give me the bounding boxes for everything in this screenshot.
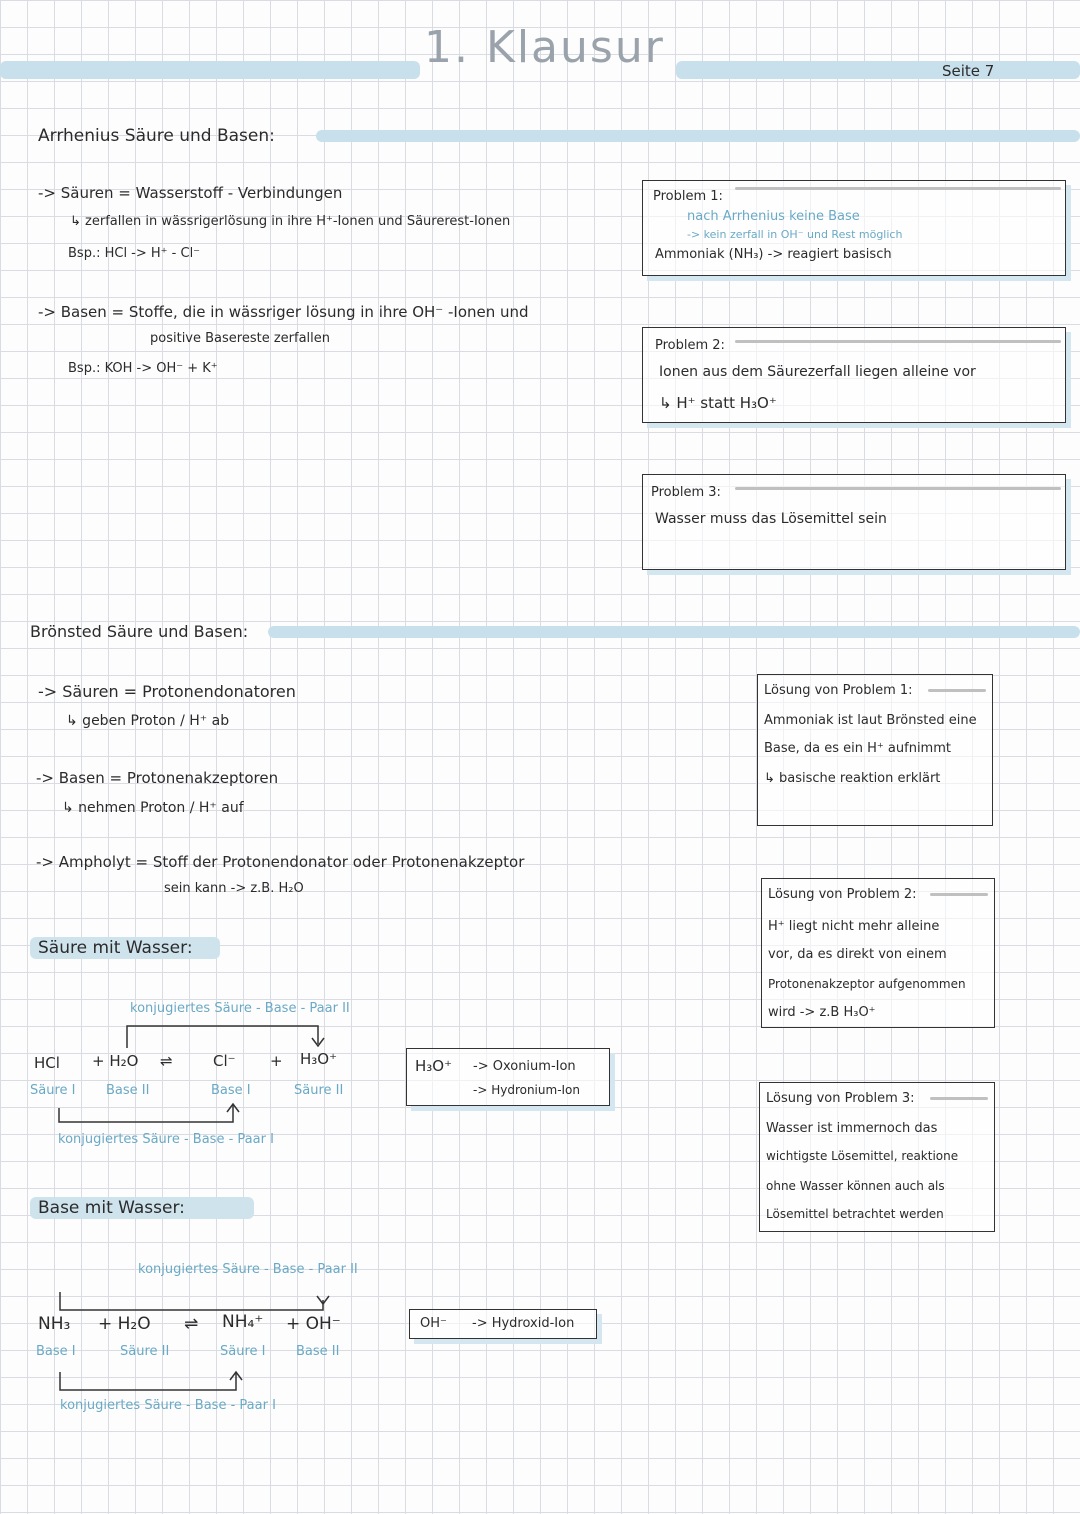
base-water-pair-top: konjugiertes Säure - Base - Paar II — [138, 1262, 358, 1277]
solution-1-line-3: ↳ basische reaktion erklärt — [764, 771, 941, 786]
acid-water-plus: + — [270, 1052, 283, 1070]
solution-3-title: Lösung von Problem 3: — [766, 1091, 915, 1106]
base-water-role-2: Säure II — [120, 1344, 170, 1359]
solution-1-title: Lösung von Problem 1: — [764, 683, 913, 698]
problem-1-title: Problem 1: — [653, 189, 723, 204]
arrhenius-base-example: Bsp.: KOH -> OH⁻ + K⁺ — [68, 361, 218, 376]
base-water-role-4: Base II — [296, 1344, 340, 1359]
acid-water-role-1: Säure I — [30, 1083, 76, 1098]
solution-2-line-2: vor, da es direkt von einem — [768, 947, 947, 962]
problem-2-title: Problem 2: — [655, 338, 725, 353]
arrhenius-base-def-cont: positive Basereste zerfallen — [150, 331, 331, 346]
problem-2-line-2: ↳ H⁺ statt H₃O⁺ — [659, 394, 777, 412]
solution-1-line-1: Ammoniak ist laut Brönsted eine — [764, 713, 977, 728]
base-water-equilibrium: ⇌ — [184, 1314, 199, 1334]
acid-water-heading: Säure mit Wasser: — [38, 938, 193, 958]
acid-water-h3o: H₃O⁺ — [300, 1050, 338, 1068]
bronsted-base-sub: ↳ nehmen Proton / H⁺ auf — [62, 800, 244, 816]
problem-1-line-2: -> kein zerfall in OH⁻ und Rest möglich — [687, 228, 903, 241]
oxonium-formula: H₃O⁺ — [415, 1057, 453, 1075]
problem-3-title: Problem 3: — [651, 485, 721, 500]
page-number: Seite 7 — [942, 62, 995, 80]
problem-1-line-3: Ammoniak (NH₃) -> reagiert basisch — [655, 247, 892, 262]
solution-1-line-2: Base, da es ein H⁺ aufnimmt — [764, 741, 951, 756]
acid-water-h2o: + H₂O — [92, 1052, 139, 1070]
problem-1-line-1: nach Arrhenius keine Base — [687, 209, 860, 224]
solution-3-line-4: Lösemittel betrachtet werden — [766, 1207, 944, 1221]
solution-3-line-1: Wasser ist immernoch das — [766, 1121, 938, 1136]
bronsted-acid-def: -> Säuren = Protonendonatoren — [38, 682, 296, 701]
problem-2-line-1: Ionen aus dem Säurezerfall liegen alleine vor — [659, 364, 976, 380]
base-water-nh4: NH₄⁺ — [222, 1312, 264, 1332]
acid-water-pair-top: konjugiertes Säure - Base - Paar II — [130, 1001, 350, 1016]
base-water-heading: Base mit Wasser: — [38, 1198, 185, 1218]
base-water-role-3: Säure I — [220, 1344, 266, 1359]
ampholyt-def-cont: sein kann -> z.B. H₂O — [164, 881, 304, 896]
oxonium-line-2: -> Hydronium-Ion — [473, 1083, 581, 1097]
base-water-role-1: Base I — [36, 1344, 76, 1359]
solution-2-title: Lösung von Problem 2: — [768, 887, 917, 902]
bronsted-base-def: -> Basen = Protonenakzeptoren — [36, 769, 279, 787]
arrhenius-base-def: -> Basen = Stoffe, die in wässriger lösung in ihre OH⁻ -Ionen und — [38, 303, 529, 321]
hydroxid-box — [409, 1309, 597, 1339]
acid-water-role-4: Säure II — [294, 1083, 344, 1098]
solution-2-line-4: wird -> z.B H₃O⁺ — [768, 1005, 876, 1020]
bronsted-heading: Brönsted Säure und Basen: — [30, 622, 249, 641]
problem-3-line-1: Wasser muss das Lösemittel sein — [655, 511, 887, 527]
solution-3-line-3: ohne Wasser können auch als — [766, 1179, 945, 1193]
acid-water-equilibrium: ⇌ — [160, 1052, 173, 1070]
acid-water-role-2: Base II — [106, 1083, 150, 1098]
base-water-pair-bottom: konjugiertes Säure - Base - Paar I — [60, 1398, 276, 1413]
bronsted-acid-sub: ↳ geben Proton / H⁺ ab — [66, 713, 230, 729]
oxonium-line-1: -> Oxonium-Ion — [473, 1059, 576, 1074]
oxonium-box — [406, 1048, 610, 1106]
acid-water-role-3: Base I — [211, 1083, 251, 1098]
acid-water-cl: Cl⁻ — [213, 1052, 236, 1070]
acid-water-pair-bottom: konjugiertes Säure - Base - Paar I — [58, 1132, 274, 1147]
base-water-nh3: NH₃ — [38, 1314, 71, 1334]
ampholyt-def: -> Ampholyt = Stoff der Protonendonator oder Protonenakzeptor — [36, 853, 525, 871]
solution-2-line-3: Protonenakzeptor aufgenommen — [768, 977, 966, 991]
base-water-oh: + OH⁻ — [286, 1314, 341, 1334]
solution-2-line-1: H⁺ liegt nicht mehr alleine — [768, 919, 940, 934]
acid-water-hcl: HCl — [34, 1054, 60, 1072]
arrhenius-acid-def: -> Säuren = Wasserstoff - Verbindungen — [38, 184, 343, 202]
solution-3-line-2: wichtigste Lösemittel, reaktione — [766, 1149, 959, 1163]
base-water-h2o: + H₂O — [98, 1314, 151, 1334]
arrhenius-acid-example: Bsp.: HCl -> H⁺ - Cl⁻ — [68, 246, 201, 261]
hydroxid-formula: OH⁻ — [420, 1316, 447, 1331]
hydroxid-line: -> Hydroxid-Ion — [472, 1316, 575, 1331]
page-title: 1. Klausur — [424, 22, 665, 73]
arrhenius-heading: Arrhenius Säure und Basen: — [38, 126, 275, 146]
arrhenius-acid-sub: ↳ zerfallen in wässrigerlösung in ihre H⁺-Ionen und Säurerest-Ionen — [70, 214, 511, 229]
